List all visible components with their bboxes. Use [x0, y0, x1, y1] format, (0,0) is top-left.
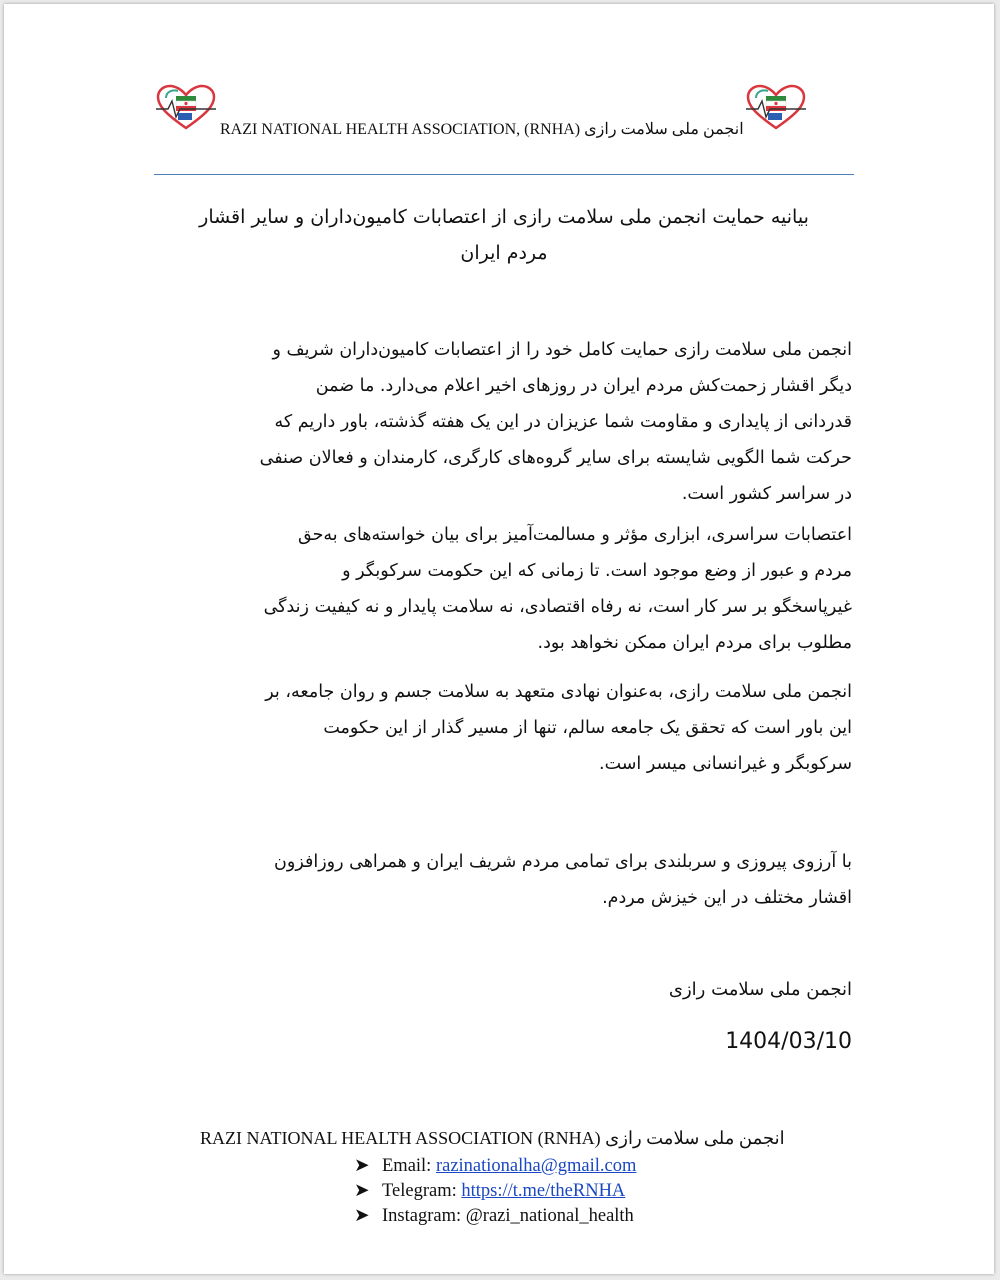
- paragraph-line: اعتصابات سراسری، ابزاری مؤثر و مسالمت‌آمیز برای بیان خواسته‌های به‌حق: [298, 525, 852, 545]
- paragraph-line: انجمن ملی سلامت رازی، به‌عنوان نهادی متعهد به سلامت جسم و روان جامعه، بر: [265, 682, 852, 702]
- telegram-label: Telegram:: [382, 1181, 457, 1201]
- paragraph-line: حرکت شما الگویی شایسته برای سایر گروه‌های کارگری، کارمندان و فعالان صنفی: [259, 448, 852, 468]
- title-line: مردم ایران: [460, 242, 548, 264]
- paragraph-line: با آرزوی پیروزی و سربلندی برای تمامی مردم شریف ایران و همراهی روزافزون: [274, 852, 852, 872]
- email-label: Email:: [382, 1156, 432, 1176]
- email-link[interactable]: razinationalha@gmail.com: [435, 1156, 637, 1176]
- statement-title: [154, 199, 854, 271]
- paragraph-line: این باور است که تحقق یک جامعه سالم، تنها از مسیر گذار از این حکومت: [323, 718, 852, 738]
- instagram-label: Instagram:: [382, 1206, 462, 1226]
- paragraph-strikes: [159, 517, 852, 661]
- arrow-bullet-icon: ➤: [354, 1156, 370, 1176]
- paragraph-health: [159, 674, 852, 782]
- contact-list: [354, 1154, 636, 1229]
- letterhead: [154, 84, 854, 144]
- paragraph-line: مردم و عبور از وضع موجود است. تا زمانی که این حکومت سرکوبگر و: [342, 561, 852, 581]
- document-page: [4, 4, 994, 1274]
- contact-email: [354, 1154, 636, 1179]
- paragraph-line: قدردانی از پایداری و مقاومت شما عزیزان در این یک هفته گذشته، باور داریم که: [274, 412, 852, 432]
- arrow-bullet-icon: ➤: [354, 1206, 370, 1226]
- paragraph-line: در سراسر کشور است.: [681, 484, 852, 504]
- header-divider: [154, 174, 854, 175]
- signature: انجمن ملی سلامت رازی: [668, 979, 852, 1000]
- footer-title: RAZI NATIONAL HEALTH ASSOCIATION (RNHA) انجمن ملی سلامت رازی: [200, 1128, 785, 1148]
- contact-telegram: [354, 1179, 636, 1204]
- paragraph-support: [159, 332, 852, 512]
- paragraph-wishes: [159, 844, 852, 916]
- arrow-bullet-icon: ➤: [354, 1181, 370, 1201]
- statement-date: 1404/03/10: [725, 1029, 852, 1054]
- paragraph-line: مطلوب برای مردم ایران ممکن نخواهد بود.: [537, 633, 852, 653]
- heart-flag-logo-icon: [744, 84, 808, 132]
- contact-instagram: [354, 1204, 636, 1229]
- paragraph-line: انجمن ملی سلامت رازی حمایت کامل خود را از اعتصابات کامیون‌داران شریف و: [272, 340, 852, 360]
- title-line: بیانیه حمایت انجمن ملی سلامت رازی از اعتصابات کامیون‌داران و سایر اقشار: [199, 206, 809, 228]
- heart-flag-logo-icon: [154, 84, 218, 132]
- telegram-link[interactable]: https://t.me/theRNHA: [461, 1181, 626, 1201]
- paragraph-line: غیرپاسخگو بر سر کار است، نه رفاه اقتصادی، نه سلامت پایدار و نه کیفیت زندگی: [263, 597, 852, 617]
- instagram-handle: @razi_national_health: [465, 1206, 634, 1226]
- paragraph-line: اقشار مختلف در این خیزش مردم.: [602, 888, 852, 908]
- letterhead-title: RAZI NATIONAL HEALTH ASSOCIATION, (RNHA) انجمن ملی سلامت رازی: [220, 121, 744, 138]
- paragraph-line: دیگر اقشار زحمت‌کش مردم ایران در روزهای اخیر اعلام می‌دارد. ما ضمن: [315, 376, 852, 396]
- paragraph-line: سرکوبگر و غیرانسانی میسر است.: [599, 754, 852, 774]
